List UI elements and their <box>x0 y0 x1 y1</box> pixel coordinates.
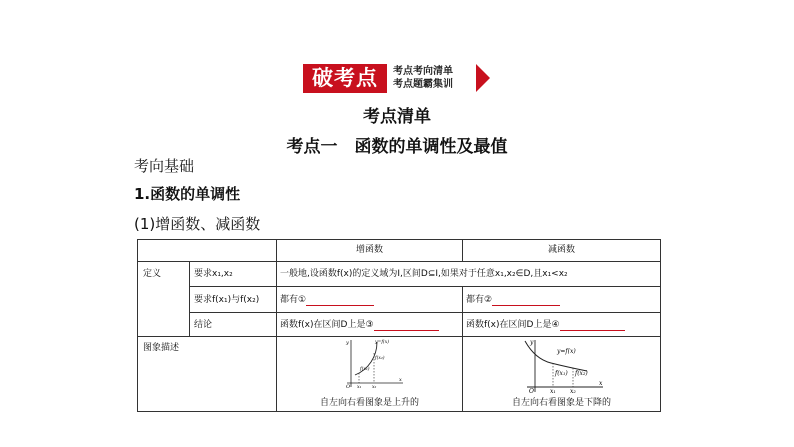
blank-1 <box>306 296 374 306</box>
inc-f1: f(x₁) <box>360 367 370 372</box>
banner-line-1: 考点考向清单 <box>393 66 453 77</box>
req-x-label: 要求x₁,x₂ <box>194 269 233 279</box>
subtopic-heading: (1)增函数、减函数 <box>134 215 261 233</box>
inc-origin: O <box>346 384 351 389</box>
page-title: 考点清单 <box>363 107 431 127</box>
req-x-description: 一般地,设函数f(x)的定义域为I,区间D⊆I,如果对于任意x₁,x₂∈D,且x₁<x₂ <box>280 269 568 279</box>
dec-origin: O <box>529 388 534 395</box>
inc-conclusion-text: 函数f(x)在区间D上是③ <box>280 320 374 330</box>
header-decreasing: 减函数 <box>547 245 575 255</box>
blank-2 <box>492 296 560 306</box>
dec-x2: x₂ <box>570 388 576 395</box>
inc-curve-label: y=f(x) <box>375 340 390 345</box>
dec-compare <box>466 295 560 306</box>
dec-conclusion-text: 函数f(x)在区间D上是④ <box>466 320 560 330</box>
monotonicity-table <box>137 239 661 412</box>
dec-conclusion <box>466 320 625 331</box>
dec-y-label: y <box>530 339 534 346</box>
dec-curve-label: y=f(x) <box>557 348 576 355</box>
header-increasing: 增函数 <box>355 245 383 255</box>
banner-line-2: 考点题霸集训 <box>393 79 453 90</box>
decreasing-graph <box>517 337 607 395</box>
dec-curve <box>525 341 587 371</box>
inc-conclusion <box>280 320 439 331</box>
inc-y-label: y <box>346 340 349 346</box>
inc-x-label: x <box>399 377 402 383</box>
inc-x2: x₂ <box>372 385 377 389</box>
banner-subtitle <box>393 65 453 91</box>
blank-4 <box>560 321 625 331</box>
section-heading: 考向基础 <box>134 157 195 175</box>
dec-x1: x₁ <box>550 388 556 395</box>
row-label-graph: 图象描述 <box>143 343 180 353</box>
dec-f1: f(x₁) <box>555 370 568 377</box>
blank-3 <box>374 321 439 331</box>
dec-x-label: x <box>599 380 603 387</box>
increasing-graph <box>337 337 407 389</box>
dec-compare-text: 都有② <box>466 295 493 305</box>
dec-caption: 自左向右看图象是下降的 <box>511 398 611 408</box>
inc-compare-text: 都有① <box>280 295 307 305</box>
inc-compare <box>280 295 374 306</box>
dec-f2: f(x₂) <box>575 370 588 377</box>
req-f-label: 要求f(x₁)与f(x₂) <box>194 295 260 305</box>
inc-x1: x₁ <box>357 385 362 389</box>
conclusion-label: 结论 <box>194 320 213 330</box>
inc-f2: f(x₂) <box>375 356 385 361</box>
inc-caption: 自左向右看图象是上升的 <box>319 398 419 408</box>
row-label-definition: 定义 <box>143 269 162 279</box>
banner-arrow-icon <box>476 64 490 92</box>
section-banner <box>303 64 489 93</box>
banner-main-label: 破考点 <box>303 64 387 93</box>
page-subtitle: 考点一 函数的单调性及最值 <box>286 137 508 157</box>
topic-heading: 1.函数的单调性 <box>134 185 241 203</box>
